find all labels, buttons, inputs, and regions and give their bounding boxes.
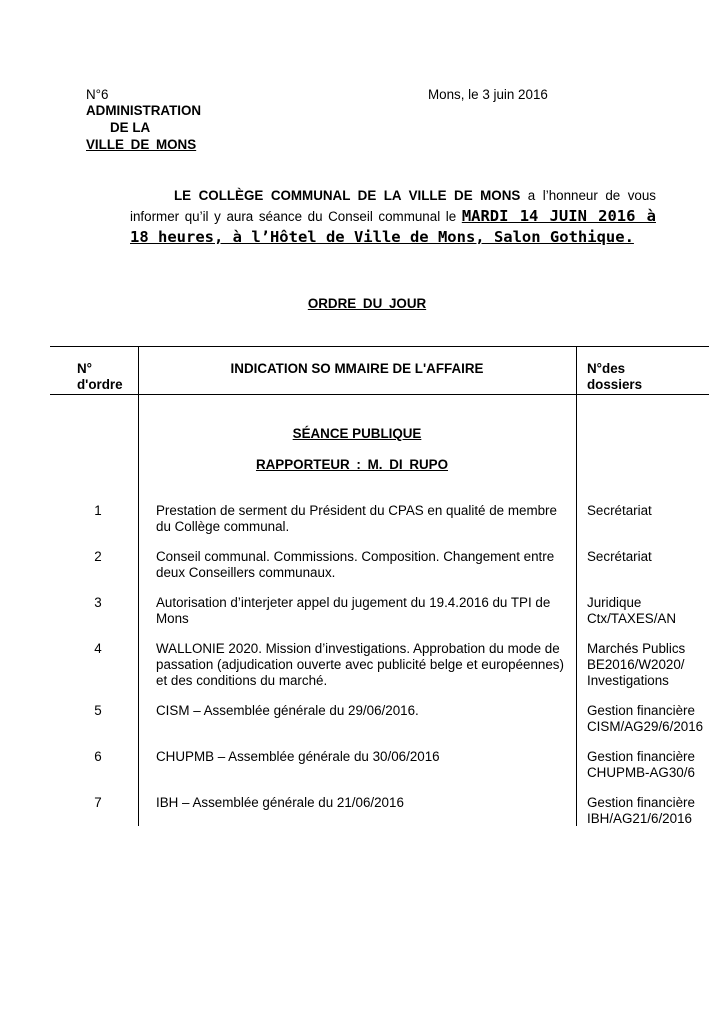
row-dossier-line: CISM/AG29/6/2016: [587, 719, 704, 734]
intro-paragraph: [130, 186, 656, 248]
administration-line: ADMINISTRATION: [86, 103, 202, 118]
col-dossier-header-line1: N°des: [587, 361, 626, 376]
college-name: LE COLLÈGE COMMUNAL DE LA VILLE DE MONS: [174, 188, 521, 203]
row-description: [156, 703, 568, 719]
column-divider-1: [138, 346, 139, 826]
row-number: 5: [94, 703, 102, 718]
row-description-line: CISM – Assemblée générale du 29/06/2016.: [156, 703, 419, 718]
section-heading: SÉANCE PUBLIQUE: [292, 426, 422, 441]
row-dossier: [587, 641, 717, 689]
row-description-line: CHUPMB – Assemblée générale du 30/06/2016: [156, 749, 440, 764]
row-description: [156, 595, 568, 627]
row-dossier-line: Secrétariat: [587, 549, 652, 564]
row-description: [156, 795, 568, 811]
col-dossier-header-line2: dossiers: [587, 377, 643, 392]
col-number-header-line1: N°: [77, 361, 93, 376]
row-description-line: et des conditions du marché.: [156, 673, 328, 688]
col-description-header: INDICATION SO MMAIRE DE L'AFFAIRE: [230, 361, 484, 376]
row-description: [156, 503, 568, 535]
row-dossier-line: Investigations: [587, 673, 669, 688]
row-number: 4: [94, 641, 102, 656]
row-dossier: [587, 795, 717, 827]
col-dossier-header: [587, 361, 642, 393]
intro-text: a l’honneur de vous informer qu’il y aura séance du Conseil communal le: [130, 188, 657, 224]
col-number-header-line2: d'ordre: [77, 377, 123, 392]
row-number: 1: [94, 503, 102, 518]
city-line: VILLE DE MONS: [86, 137, 197, 152]
row-dossier-line: IBH/AG21/6/2016: [587, 811, 692, 826]
table-top-border: [50, 346, 709, 347]
row-description-line: Autorisation d’interjeter appel du jugement du 19.4.2016 du TPI de: [156, 595, 551, 610]
row-description-line: Prestation de serment du Président du CPAS en qualité de membre: [156, 503, 557, 518]
row-description-line: du Collège communal.: [156, 519, 290, 534]
row-dossier-line: Gestion financière: [587, 795, 695, 810]
row-description-line: deux Conseillers communaux.: [156, 565, 336, 580]
row-number: 2: [94, 549, 102, 564]
row-dossier: [587, 703, 717, 735]
de-la-line: DE LA: [110, 120, 151, 135]
document-number: N°6: [86, 87, 109, 102]
row-dossier-line: Gestion financière: [587, 749, 695, 764]
rapporteur-heading: RAPPORTEUR : M. DI RUPO: [255, 457, 449, 472]
row-dossier-line: Marchés Publics: [587, 641, 686, 656]
row-description-line: IBH – Assemblée générale du 21/06/2016: [156, 795, 404, 810]
row-number: 3: [94, 595, 102, 610]
row-dossier-line: BE2016/W2020/: [587, 657, 685, 672]
row-description: [156, 549, 568, 581]
row-number: 7: [94, 795, 102, 810]
row-dossier: [587, 749, 717, 781]
row-number: 6: [94, 749, 102, 764]
column-divider-2: [576, 346, 577, 826]
row-dossier: [587, 549, 717, 565]
place-date: Mons, le 3 juin 2016: [428, 87, 548, 102]
row-dossier-line: CHUPMB-AG30/6: [587, 765, 695, 780]
row-dossier-line: Ctx/TAXES/AN: [587, 611, 677, 626]
row-description-line: WALLONIE 2020. Mission d’investigations. Approbation du mode de: [156, 641, 560, 656]
row-dossier-line: Secrétariat: [587, 503, 652, 518]
agenda-title: ORDRE DU JOUR: [307, 296, 427, 311]
row-dossier: [587, 595, 717, 627]
row-description-line: passation (adjudication ouverte avec publicité belge et européennes): [156, 657, 564, 672]
col-number-header: [77, 361, 123, 393]
row-description: [156, 749, 568, 765]
meeting-date-location: MARDI 14 JUIN 2016 à 18 heures, à l’Hôtel de Ville de Mons, Salon Gothique.: [130, 207, 656, 246]
row-dossier-line: Juridique: [587, 595, 642, 610]
row-dossier: [587, 503, 717, 519]
row-description: [156, 641, 568, 689]
row-description-line: Mons: [156, 611, 189, 626]
row-dossier-line: Gestion financière: [587, 703, 695, 718]
header-bottom-border: [50, 394, 709, 395]
row-description-line: Conseil communal. Commissions. Composition. Changement entre: [156, 549, 555, 564]
